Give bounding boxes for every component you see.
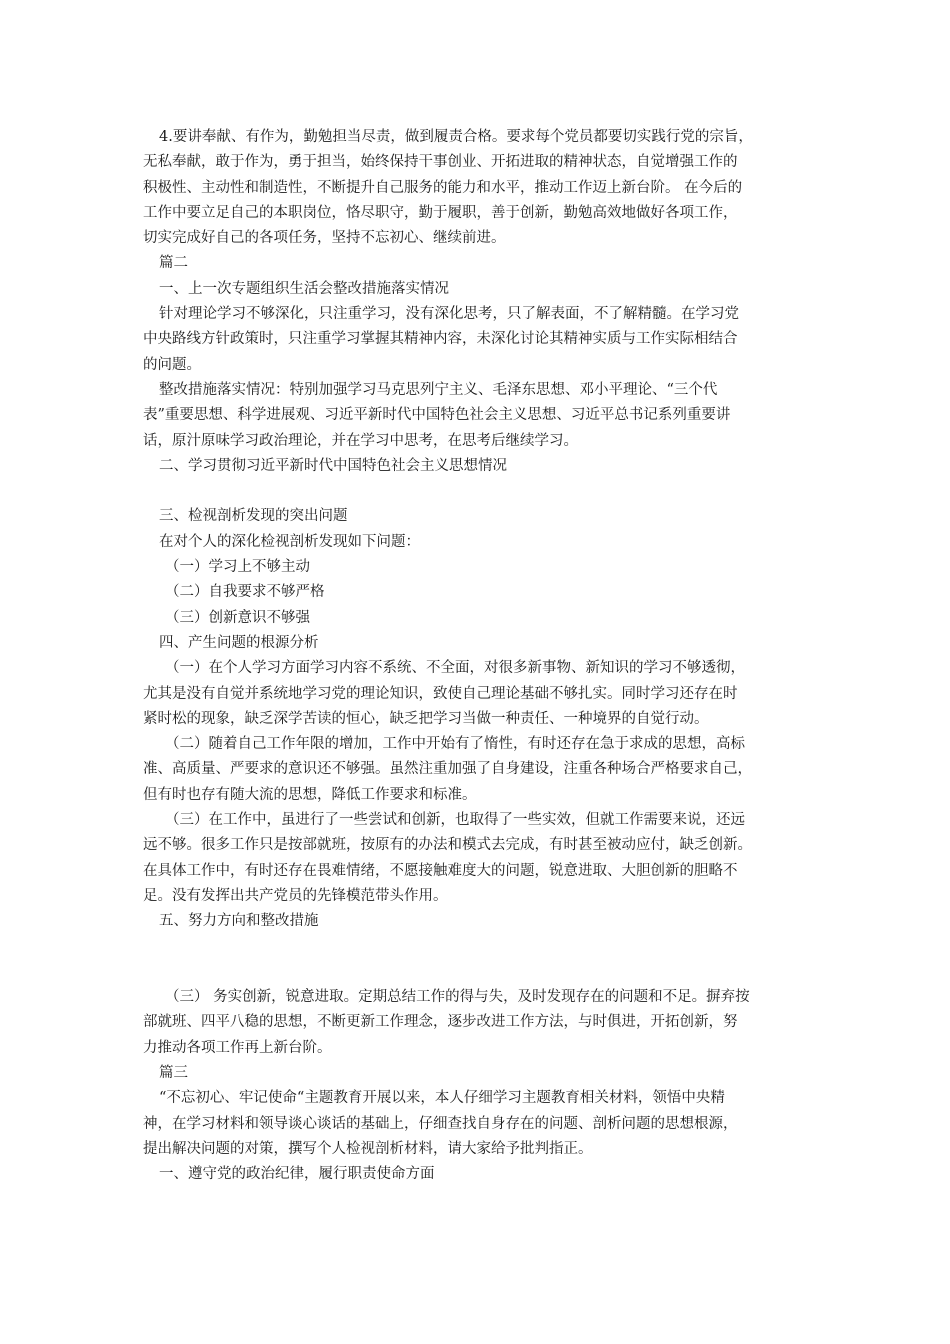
list-item: （二）自我要求不够严格 — [165, 584, 325, 601]
text-line: 在具体工作中，有时还存在畏难情绪，不愿接触难度大的问题，锐意进取、大胆创新的胆略不 — [143, 862, 738, 879]
text-line: 力推动各项工作再上新台阶。 — [143, 1039, 332, 1056]
section-heading: 篇二 — [159, 255, 188, 272]
section-heading: 三、检视剖析发现的突出问题 — [159, 508, 348, 525]
section-heading: 一、上一次专题组织生活会整改措施落实情况 — [159, 280, 449, 297]
text-line: （一）在个人学习方面学习内容不系统、不全面，对很多新事物、新知识的学习不够透彻， — [165, 660, 745, 677]
text-line: （三） 务实创新，锐意进取。定期总结工作的得与失，及时发现存在的问题和不足。摒弃按 — [165, 989, 750, 1006]
blank-line — [143, 935, 808, 986]
text-line: 整改措施落实情况：特别加强学习马克思列宁主义、毛泽东思想、邓小平理论、“三个代 — [159, 381, 718, 398]
text-line: 中央路线方针政策时，只注重学习掌握其精神内容，未深化讨论其精神实质与工作实际相结合 — [143, 331, 738, 348]
document-page — [143, 125, 808, 1187]
text-line: 4.要讲奉献、有作为，勤勉担当尽责，做到履责合格。要求每个党员都要切实践行党的宗旨， — [159, 129, 753, 145]
blank-line — [143, 479, 808, 504]
section-heading: 五、努力方向和整改措施 — [159, 913, 319, 930]
text-line: 神，在学习材料和领导谈心谈话的基础上，仔细查找自身存在的问题、剖析问题的思想根源， — [143, 1115, 738, 1132]
section-heading: 二、学习贯彻习近平新时代中国特色社会主义思想情况 — [159, 457, 507, 474]
text-line: 的问题。 — [143, 356, 201, 373]
text-line: 提出解决问题的对策，撰写个人检视剖析材料，请大家给予批判指正。 — [143, 1140, 593, 1157]
list-item: （三）创新意识不够强 — [165, 609, 310, 626]
text-line: 在对个人的深化检视剖析发现如下问题： — [159, 533, 420, 550]
text-line: 工作中要立足自己的本职岗位，恪尽职守，勤于履职，善于创新，勤勉高效地做好各项工作， — [143, 204, 738, 221]
section-heading: 四、产生问题的根源分析 — [159, 634, 319, 651]
text-line: 针对理论学习不够深化，只注重学习，没有深化思考，只了解表面，不了解精髓。在学习党 — [159, 306, 739, 323]
text-line: 切实完成好自己的各项任务，坚持不忘初心、继续前进。 — [143, 230, 506, 247]
text-line: “不忘初心、牢记使命“主题教育开展以来，本人仔细学习主题教育相关材料，领悟中央精 — [159, 1090, 725, 1107]
text-line: 尤其是没有自觉并系统地学习党的理论知识，致使自己理论基础不够扎实。同时学习还存在时 — [143, 685, 738, 702]
text-line: 但有时也存有随大流的思想，降低工作要求和标准。 — [143, 786, 477, 803]
list-item: （一）学习上不够主动 — [165, 559, 310, 576]
text-line: 积极性、主动性和制造性，不断提升自己服务的能力和水平，推动工作迈上新台阶。 在今后的 — [143, 179, 743, 196]
text-line: 话，原汁原味学习政治理论，并在学习中思考，在思考后继续学习。 — [143, 432, 578, 449]
text-line: 部就班、四平八稳的思想，不断更新工作理念，逐步改进工作方法，与时俱进，开拓创新，努 — [143, 1014, 738, 1031]
text-line: 表”重要思想、科学进展观、习近平新时代中国特色社会主义思想、习近平总书记系列重要讲 — [143, 407, 731, 424]
text-line: 远不够。很多工作只是按部就班，按原有的办法和模式去完成，有时甚至被动应付，缺乏创新。 — [143, 837, 752, 854]
text-line: 准、高质量、严要求的意识还不够强。虽然注重加强了自身建设，注重各种场合严格要求自己， — [143, 761, 752, 778]
text-line: 无私奉献，敢于作为，勇于担当，始终保持干事创业、开拓进取的精神状态，自觉增强工作的 — [143, 154, 738, 171]
text-line: 足。没有发挥出共产党员的先锋模范带头作用。 — [143, 887, 448, 904]
section-heading: 一、遵守党的政治纪律，履行职责使命方面 — [159, 1166, 435, 1183]
text-line: 紧时松的现象，缺乏深学苦读的恒心，缺乏把学习当做一种责任、一种境界的自觉行动。 — [143, 710, 709, 727]
section-heading: 篇三 — [159, 1064, 188, 1081]
text-line: （三）在工作中，虽进行了一些尝试和创新，也取得了一些实效，但就工作需要来说，还远 — [165, 812, 745, 829]
text-line: （二）随着自己工作年限的增加，工作中开始有了惰性，有时还存在急于求成的思想，高标 — [165, 736, 745, 753]
